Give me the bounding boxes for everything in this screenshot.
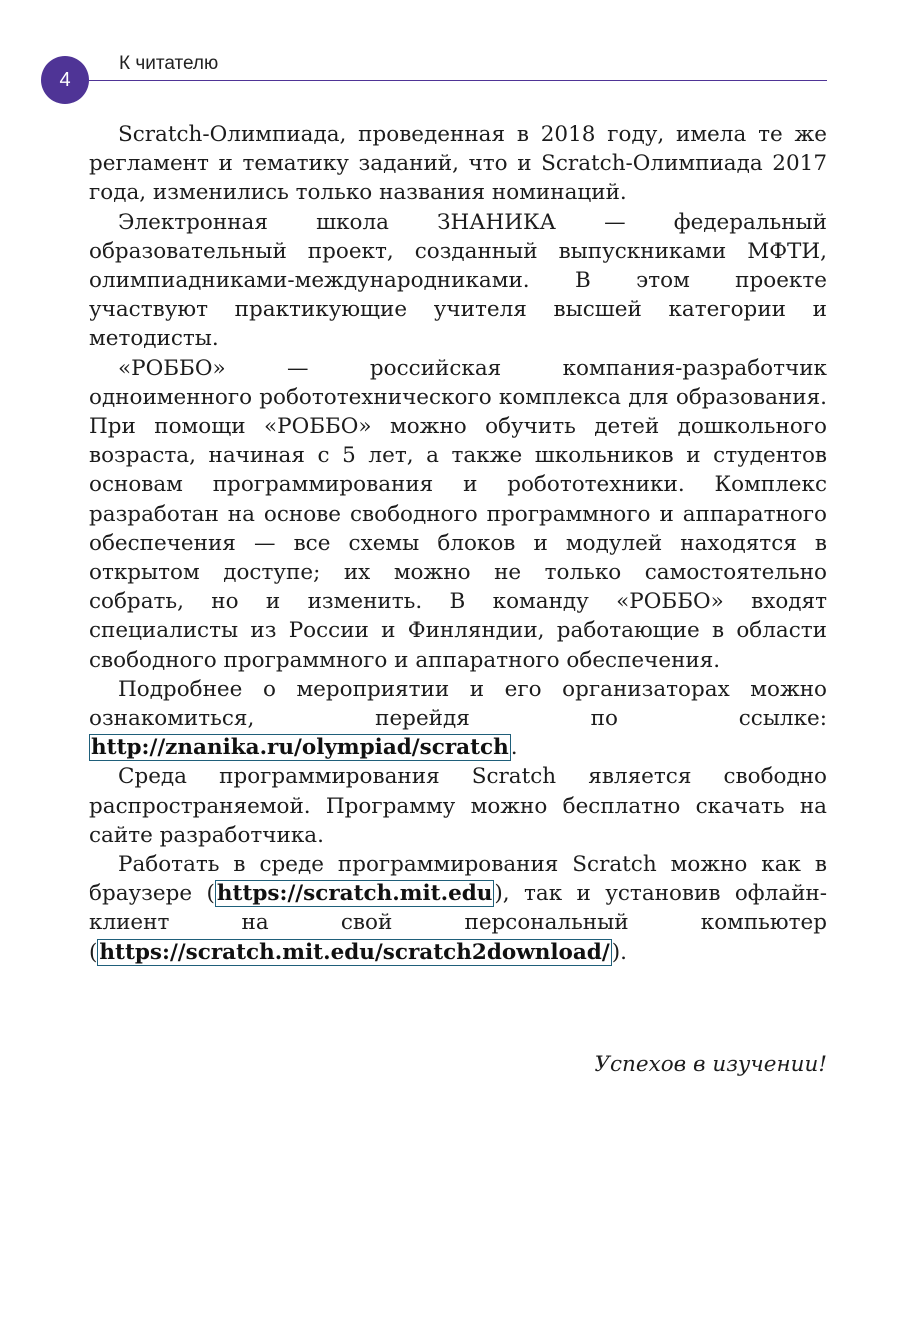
more-info-end: . bbox=[510, 735, 518, 761]
paragraph-olympiad: Scratch-Олимпиада, проведенная в 2018 году, имела те же регламент и тематику заданий, что и Scratch-Олимпиада 2017 года, изменились только названия номинаций. bbox=[89, 122, 827, 206]
paragraph-znanika: Электронная школа ЗНАНИКА — федеральный образовательный проект, созданный выпускниками МФТИ, олимпиадниками-международниками. В этом проекте участвуют практикующие учителя высшей категории и методисты. bbox=[89, 209, 827, 352]
closing-wish: Успехов в изучении! bbox=[594, 1052, 827, 1077]
znanika-link[interactable]: http://znanika.ru/olympiad/scratch bbox=[91, 735, 509, 761]
paragraph-more-info bbox=[89, 675, 827, 763]
usage-text-middle: ), так и установив офлайн-клиент на свой персональный компьютер ( bbox=[89, 881, 827, 965]
paragraph-robbo: «РОББО» — российская компания-разработчик одноименного робототехнического комплекса для образования. При помощи «РОББО» можно обучить детей дошкольного возраста, начиная с 5 лет, а также школьников и студентов основам программирования и робототехники. Комплекс разработан на основе свободного программного и аппаратного обеспечения — все схемы блоков и модулей находятся в открытом доступе; их можно не только самостоятельно собрать, но и изменить. В команду «РОББО» входят специалисты из России и Финляндии, работающие в области свободного программного и аппаратного обеспечения. bbox=[89, 355, 827, 673]
paragraph-scratch-free: Среда программирования Scratch является свободно распространяемой. Программу можно бесплатно скачать на сайте разработчика. bbox=[89, 764, 827, 848]
usage-text-start: Работать в среде программирования Scratch можно как в браузере ( bbox=[89, 852, 827, 907]
body-text bbox=[89, 120, 827, 967]
usage-text-end: ). bbox=[611, 939, 627, 965]
more-info-text: Подробнее о мероприятии и его организаторах можно ознакомиться, перейдя по ссылке: bbox=[89, 676, 827, 732]
scratch-download-link[interactable]: https://scratch.mit.edu/scratch2download/ bbox=[99, 939, 610, 965]
running-title: К читателю bbox=[119, 53, 219, 74]
paragraph-scratch-usage bbox=[89, 850, 827, 967]
scratch-site-link[interactable]: https://scratch.mit.edu bbox=[216, 881, 493, 907]
page-number-badge: 4 bbox=[41, 56, 89, 104]
header-divider bbox=[89, 80, 827, 81]
